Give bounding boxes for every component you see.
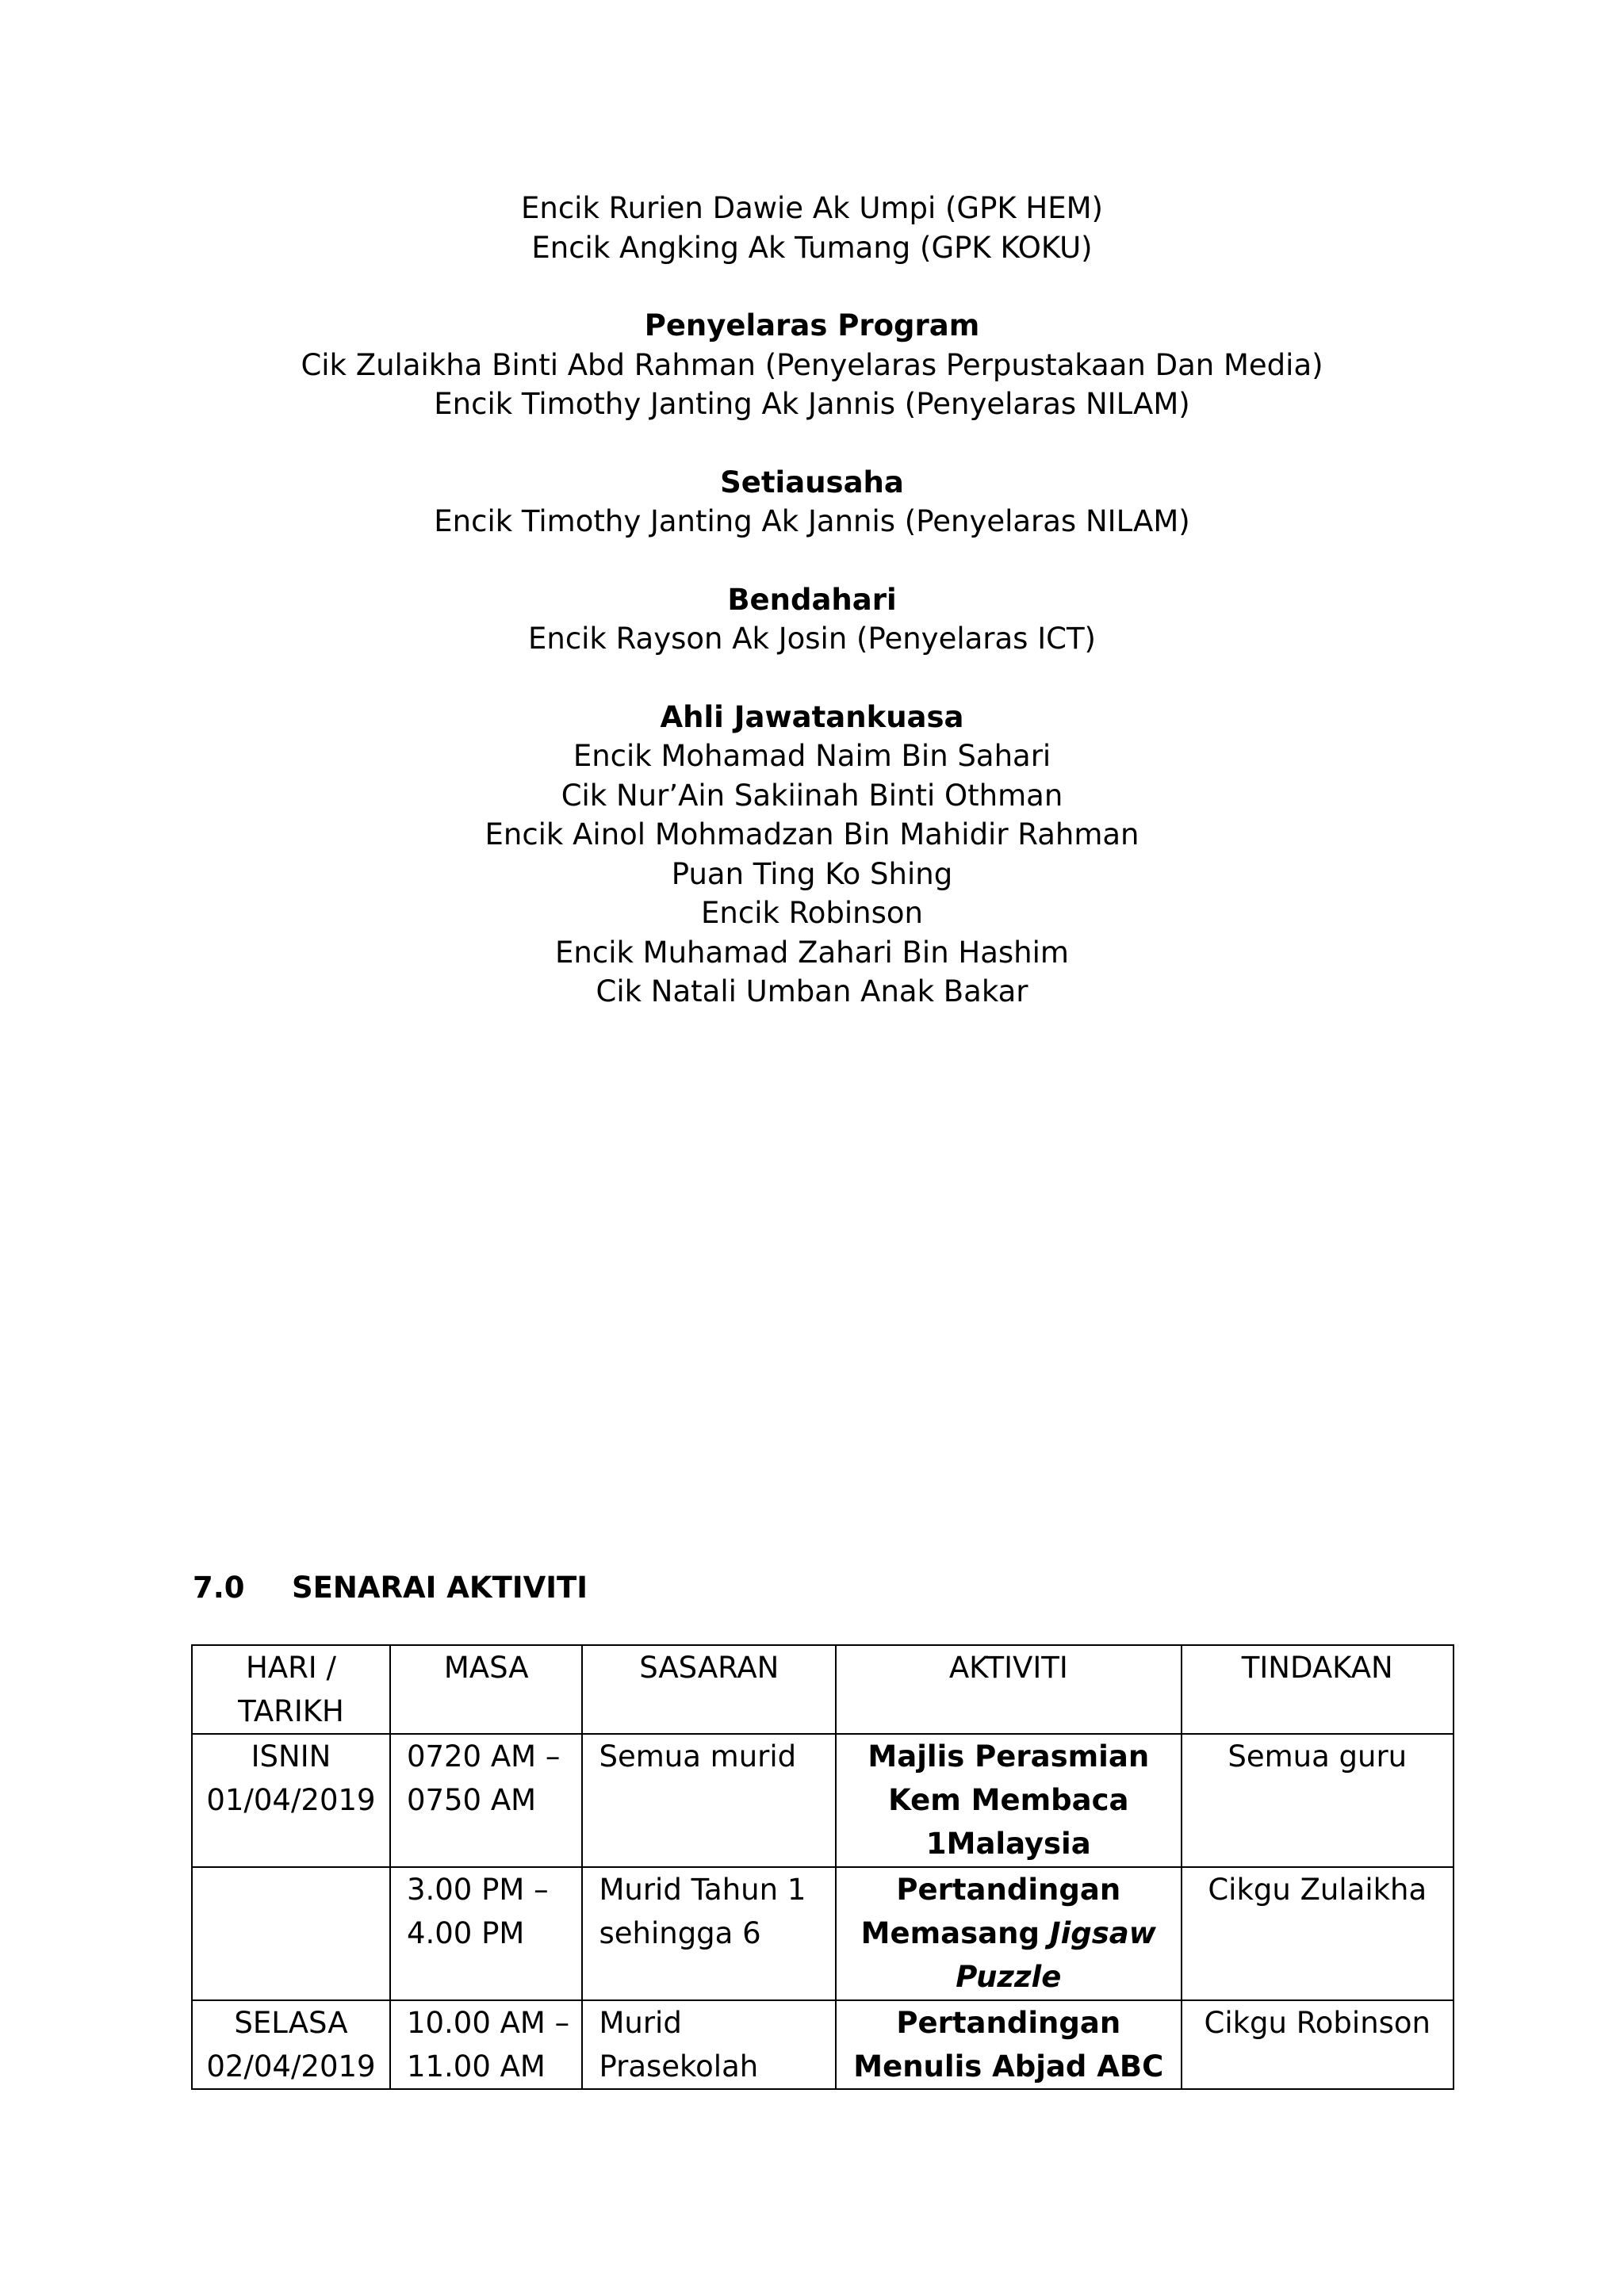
activity-emphasis: Jigsaw Puzzle [956,1916,1156,1994]
header-cell-date: HARI / TARIKH [192,1645,390,1734]
table-row [192,1867,1454,2000]
members-heading: Ahli Jawatankuasa [660,699,964,734]
day-text: ISNIN [251,1739,331,1774]
activity-cell: Majlis Perasmian Kem Membaca 1Malaysia [836,1734,1181,1867]
secretary-name: Encik Timothy Janting Ak Jannis (Penyelaras NILAM) [434,504,1190,538]
header-cell-action: TINDAKAN [1182,1645,1454,1734]
time-cell: 3.00 PM – 4.00 PM [390,1867,583,2000]
action-cell: Cikgu Robinson [1182,2000,1454,2089]
member-name: Puan Ting Ko Shing [671,856,953,891]
target-cell: Semua murid [582,1734,836,1867]
activity-text: Pertandingan Memasang [860,1873,1121,1950]
secretary-heading: Setiausaha [720,465,904,499]
member-name: Encik Robinson [701,896,923,930]
activity-cell [836,1867,1181,2000]
section-number: 7.0 [193,1571,245,1605]
date-cell [192,2000,390,2089]
date-cell [192,1734,390,1867]
section-heading [193,1568,588,1608]
activity-table [191,1644,1454,2090]
table-header-row [192,1645,1454,1734]
action-cell: Semua guru [1182,1734,1454,1867]
coordinator-name: Encik Timothy Janting Ak Jannis (Penyelaras NILAM) [434,387,1190,421]
header-cell-activity: AKTIVITI [836,1645,1181,1734]
member-name: Encik Mohamad Naim Bin Sahari [573,739,1051,773]
date-cell [192,1867,390,2000]
committee-line: Encik Rurien Dawie Ak Umpi (GPK HEM) [521,191,1103,225]
date-text: 01/04/2019 [206,1783,376,1817]
time-cell: 0720 AM – 0750 AM [390,1734,583,1867]
treasurer-name: Encik Rayson Ak Josin (Penyelaras ICT) [527,622,1096,656]
action-cell: Cikgu Zulaikha [1182,1867,1454,2000]
treasurer-heading: Bendahari [727,582,897,617]
table-row [192,2000,1454,2089]
time-cell: 10.00 AM – 11.00 AM [390,2000,583,2089]
table-row [192,1734,1454,1867]
activity-cell: Pertandingan Menulis Abjad ABC [836,2000,1181,2089]
header-cell-time: MASA [390,1645,583,1734]
target-cell: Murid Tahun 1 sehingga 6 [582,1867,836,2000]
section-title: SENARAI AKTIVITI [292,1571,588,1605]
day-text: SELASA [234,2006,348,2040]
member-name: Encik Ainol Mohmadzan Bin Mahidir Rahman [485,817,1139,851]
committee-line: Encik Angking Ak Tumang (GPK KOKU) [531,230,1093,265]
member-name: Encik Muhamad Zahari Bin Hashim [555,935,1069,970]
committee-list [0,189,1624,1012]
coordinator-name: Cik Zulaikha Binti Abd Rahman (Penyelaras Perpustakaan Dan Media) [301,347,1323,382]
coordinators-heading: Penyelaras Program [644,308,980,342]
target-cell: Murid Prasekolah [582,2000,836,2089]
date-text: 02/04/2019 [206,2049,376,2084]
member-name: Cik Natali Umban Anak Bakar [596,974,1028,1008]
member-name: Cik Nur’Ain Sakiinah Binti Othman [561,778,1063,813]
header-cell-target: SASARAN [582,1645,836,1734]
